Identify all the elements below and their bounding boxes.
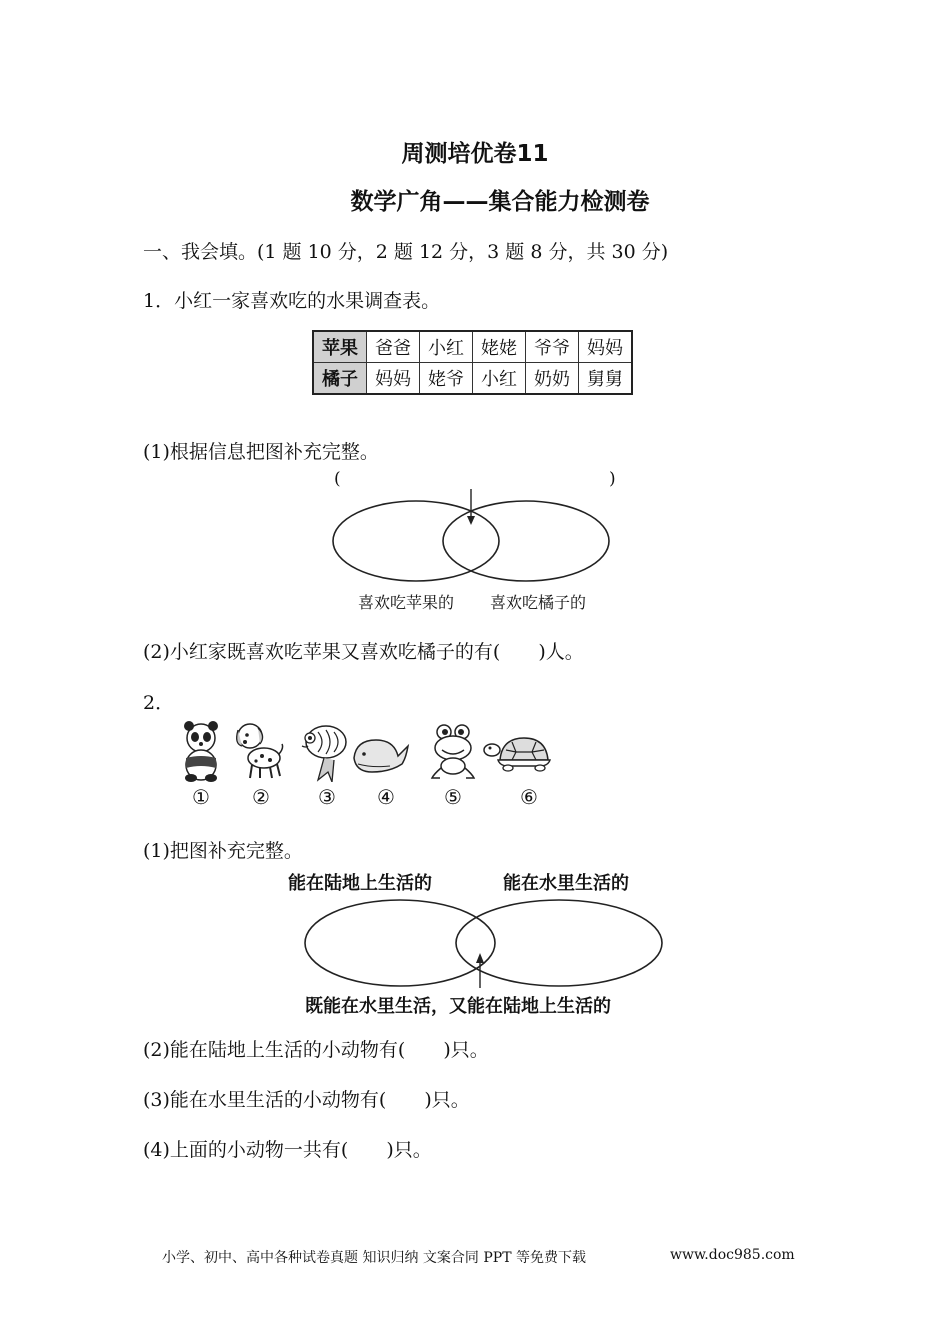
animal-number: ⑥ xyxy=(520,785,538,809)
page-title: 周测培优卷11 xyxy=(401,141,549,167)
question-1-sub2: (2)小红家既喜欢吃苹果又喜欢吃橘子的有( )人。 xyxy=(143,641,584,663)
question-2-sub4: (4)上面的小动物一共有( )只。 xyxy=(143,1139,432,1161)
venn2-left-label: 能在陆地上生活的 xyxy=(288,873,432,894)
question-1-intro: 1．小红一家喜欢吃的水果调查表。 xyxy=(143,290,441,312)
venn1-left-label: 喜欢吃苹果的 xyxy=(358,593,455,612)
animal-number: ⑤ xyxy=(444,785,462,809)
table-cell: 小红 xyxy=(473,363,526,395)
table-row xyxy=(313,363,632,395)
table-cell: 小红 xyxy=(420,331,473,363)
question-2-label: 2． xyxy=(143,692,175,714)
row-header: 苹果 xyxy=(313,331,367,363)
animal-number: ③ xyxy=(318,785,336,809)
venn1-paren-left: ( xyxy=(334,469,341,489)
animal-number: ① xyxy=(192,785,210,809)
table-cell: 奶奶 xyxy=(526,363,579,395)
table-cell: 姥姥 xyxy=(473,331,526,363)
frog-icon xyxy=(428,720,480,782)
footer-text: 小学、初中、高中各种试卷真题 知识归纳 文案合同 PPT 等免费下载 xyxy=(162,1250,586,1266)
question-1-sub1: (1)根据信息把图补充完整。 xyxy=(143,441,379,463)
venn-diagram-fruit xyxy=(325,485,625,585)
table-cell: 妈妈 xyxy=(367,363,420,395)
venn1-paren-right: ) xyxy=(609,469,616,489)
table-cell: 妈妈 xyxy=(579,331,633,363)
table-cell: 姥爷 xyxy=(420,363,473,395)
venn1-right-label: 喜欢吃橘子的 xyxy=(490,593,587,612)
animal-number: ④ xyxy=(377,785,395,809)
venn2-bottom-label: 既能在水里生活，又能在陆地上生活的 xyxy=(305,996,611,1017)
animal-number: ② xyxy=(252,785,270,809)
table-row xyxy=(313,331,632,363)
dog-icon xyxy=(232,720,284,782)
fruit-survey-table xyxy=(312,330,633,395)
whale-icon xyxy=(350,720,410,782)
table-cell: 舅舅 xyxy=(579,363,633,395)
section-heading: 一、我会填。(1 题 10 分，2 题 12 分，3 题 8 分，共 30 分) xyxy=(143,241,669,263)
table-cell: 爸爸 xyxy=(367,331,420,363)
venn-diagram-animals xyxy=(300,895,670,990)
question-2-sub1: (1)把图补充完整。 xyxy=(143,840,303,862)
page-subtitle: 数学广角——集合能力检测卷 xyxy=(350,189,650,215)
table-cell: 爷爷 xyxy=(526,331,579,363)
question-2-sub3: (3)能在水里生活的小动物有( )只。 xyxy=(143,1089,470,1111)
venn2-right-label: 能在水里生活的 xyxy=(503,873,629,894)
panda-icon xyxy=(175,720,227,782)
fish-icon xyxy=(296,720,348,782)
turtle-icon xyxy=(482,720,554,782)
row-header: 橘子 xyxy=(313,363,367,395)
question-2-sub2: (2)能在陆地上生活的小动物有( )只。 xyxy=(143,1039,489,1061)
footer-url[interactable]: www.doc985.com xyxy=(670,1247,795,1263)
